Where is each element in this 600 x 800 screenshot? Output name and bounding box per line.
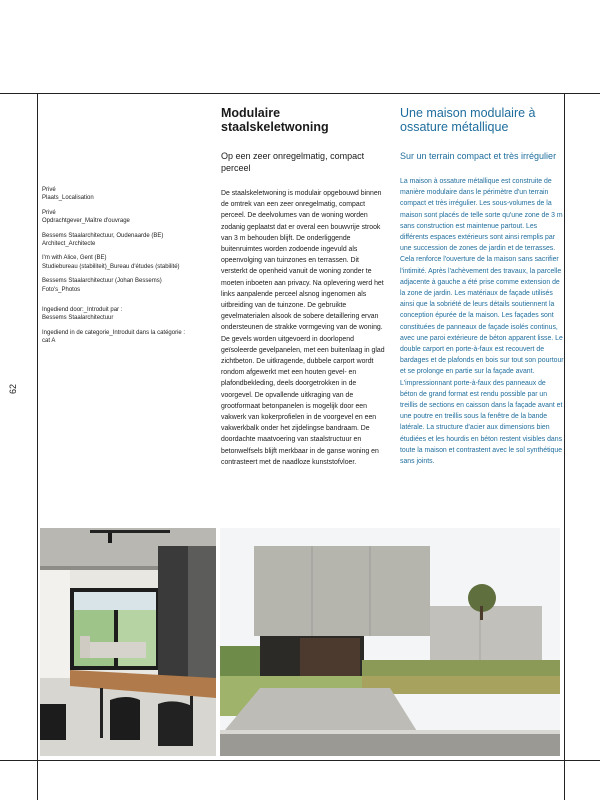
credit-value: cat A (42, 338, 56, 345)
project-credits (42, 186, 212, 352)
credit-label: Plaats_Localisation (42, 195, 94, 202)
article-body-nl: De staalskeletwoning is modulair opgebouwd binnen de omtrek van een zeer onregelmatig, compact perceel. De deelvolumes van de woning worden zodanig geplaatst dat er overal een bouwvrije strook van 3 m behouden blijft. De onderliggende buitenruimtes worden zodoende ingevuld als opeenvolging van tuinzones en terrassen. Dit versterkt de openheid vanuit de woning zonder te moeten inboeten aan privacy. Na oplevering werd het links aanpalende perceel alsnog ingenomen als uitbreiding van de tuinzone. De gebruikte gevelmaterialen alsook de sobere detaillering ervan ondersteunen de strakke vormgeving van de woning. De gevels worden uitgevoerd in doorlopend geïsoleerde gevelpanelen, met een buitenlaag in glad zichtbeton. De uitkragende, dubbele carport wordt rondom afgewerkt met een houten gevel- en plafondbekleding, deels doorgetrokken in de voorgevel. De opvallende uitkraging van de grootformaat betonpanelen is mogelijk door een vakwerk van kokerprofielen in de voorgevel en een vakwerkbalk onder het zijdelingse bandraam. De doordachte maatvoering van staalstructuur en betonwelfsels blijft merkbaar in de ganse woning en contrasteert met de naadloze kunststofvloer. (221, 190, 385, 466)
credit-value: Bessems Staalarchitectuur (42, 315, 114, 322)
credit-label: Ingediend in de categorie_Introduit dans la catégorie : (42, 329, 186, 336)
article-subtitle-nl: Op een zeer onregelmatig, compact perceel (221, 151, 365, 173)
french-article (400, 106, 564, 467)
bottom-rule (0, 760, 600, 761)
credit-submitted-by (42, 306, 212, 323)
credit-photos (42, 277, 212, 294)
credit-label: Studiebureau (stabiliteit)_Bureau d'études (stabilité) (42, 263, 180, 270)
credit-value: I'm with Alice, Gent (BE) (42, 255, 107, 262)
article-subtitle-fr: Sur un terrain compact et très irrégulier (400, 151, 557, 161)
credit-architect (42, 232, 212, 249)
credit-value: Privé (42, 209, 56, 216)
credit-label: Architect_Architecte (42, 241, 96, 248)
credit-value: Bessems Staalarchitectuur, Oudenaarde (BE) (42, 232, 164, 239)
right-rule (564, 93, 565, 800)
credit-category (42, 329, 212, 346)
credit-label: Ingediend door:_Introduit par : (42, 307, 123, 314)
credit-value: Privé (42, 187, 56, 193)
credit-client (42, 209, 212, 226)
credit-label: Foto's_Photos (42, 286, 81, 293)
interior-photo (40, 528, 216, 756)
exterior-photo (220, 528, 560, 756)
article-title-nl: Modulaire staalskeletwoning (221, 106, 329, 134)
left-rule (37, 93, 38, 800)
credit-label: Opdrachtgever_Maître d'ouvrage (42, 218, 130, 225)
top-rule (0, 93, 600, 94)
page-number: 62 (8, 383, 19, 395)
article-title-fr: Une maison modulaire à ossature métallique (400, 106, 536, 134)
credit-value: Bessems Staalarchitectuur (Johan Bessems) (42, 278, 162, 285)
article-body-fr: La maison à ossature métallique est construite de manière modulaire dans le périmètre d'un terrain compact et très irrégulier. Les sous-volumes de la maison sont placés de telle sorte qu'une zone de 3 m sans construction est maintenue partout. Les différents espaces extérieurs sont ainsi remplis par une succession de zones de jardin et de terrasses. Cela renforce l'ouverture de la maison sans sacrifier l'intimité. Après l'achèvement des travaux, la parcelle adjacente à gauche a été prise comme extension de la zone de jardin. Les matériaux de façade utilisés ainsi que la sobriété de leurs détails soutiennent la conception épurée de la maison. Les façades sont constituées de panneaux de façade isolés continus, avec une paroi extérieure de béton apparent lisse. Le double carport en porte-à-faux est recouvert de bardages et de plafonds en bois sur tout son pourtour et se prolonge en partie sur la façade avant. L'impressionnant porte-à-faux des panneaux de béton de grand format est rendu possible par un treillis de sections en caisson dans la façade avant et une poutre en treillis sous la fenêtre de la bande latérale. La structure d'acier aux dimensions bien étudiées et les hourdis en béton restent visibles dans toute la maison et contrastent avec le sol synthétique sans joints. (400, 178, 564, 466)
dutch-article (221, 106, 386, 468)
credit-engineering (42, 254, 212, 271)
credit-location (42, 186, 212, 203)
